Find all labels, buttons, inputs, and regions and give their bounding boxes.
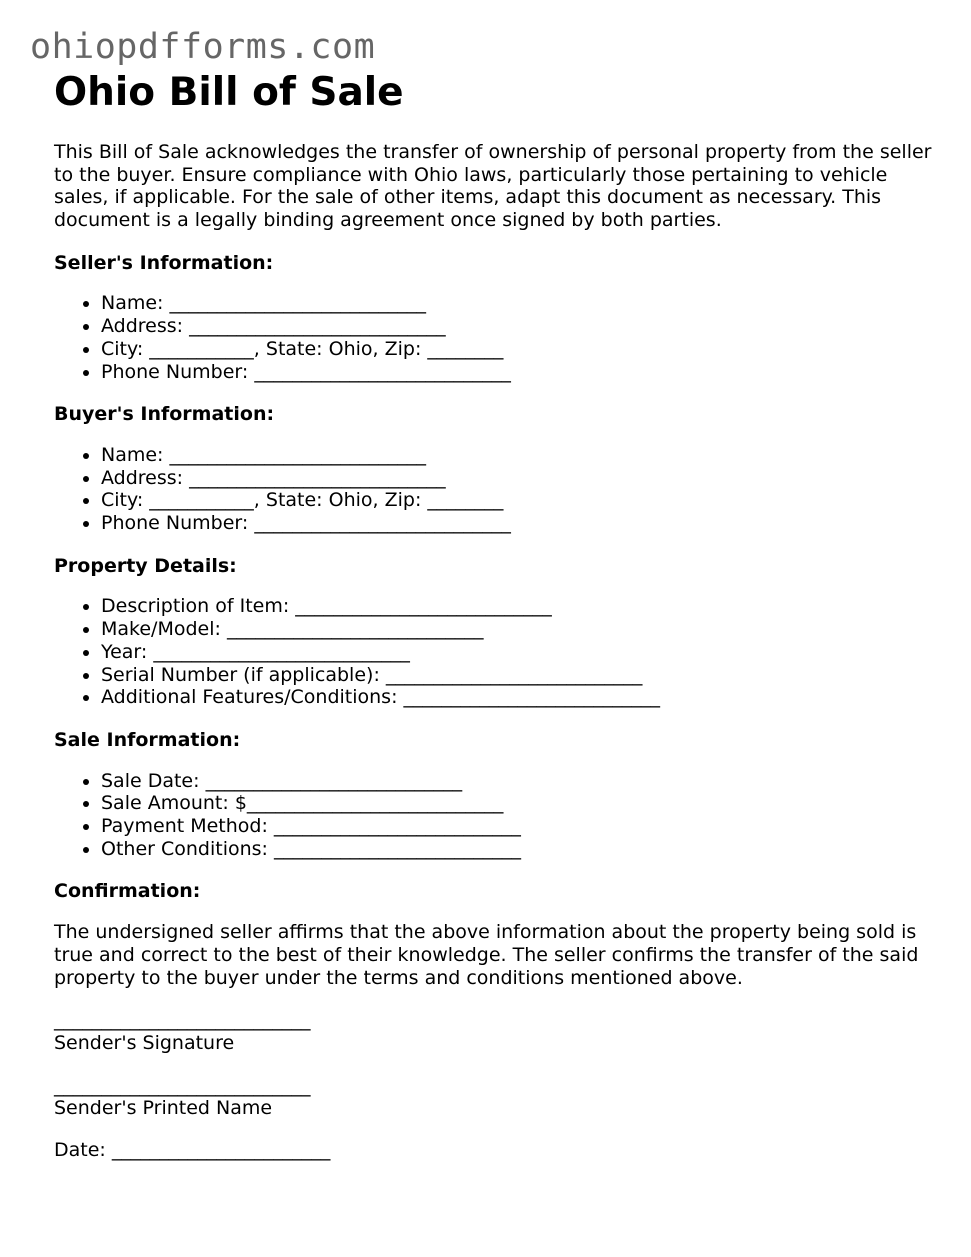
buyer-section-heading: Buyer's Information: bbox=[54, 403, 275, 426]
printed-name-line[interactable]: ___________________________ bbox=[54, 1074, 311, 1097]
buyer-address-field[interactable]: • Address: ___________________________ bbox=[101, 467, 934, 490]
property-year-field[interactable]: • Year: ___________________________ bbox=[101, 641, 934, 664]
signature-line[interactable]: ___________________________ bbox=[54, 1009, 311, 1032]
seller-phone-field[interactable]: • Phone Number: ___________________________ bbox=[101, 361, 934, 384]
confirmation-paragraph: The undersigned seller affirms that the above information about the property being sold is true and correct to the best of their knowledge. The seller confirms the transfer of the said property to the buyer under the terms and conditions mentioned above. bbox=[54, 921, 919, 989]
seller-address-field[interactable]: • Address: ___________________________ bbox=[101, 315, 934, 338]
buyer-city-state-zip-field[interactable]: • City: ___________, State: Ohio, Zip: ________ bbox=[101, 489, 934, 512]
property-section-heading: Property Details: bbox=[54, 554, 237, 577]
page-title: Ohio Bill of Sale bbox=[54, 70, 404, 115]
sale-fields-list bbox=[54, 770, 934, 861]
intro-paragraph: This Bill of Sale acknowledges the transfer of ownership of personal property from the seller to the buyer. Ensure compliance with Ohio laws, particularly those pertaining to vehicle sales, if applicable. For the sale of other items, adapt this document as necessary. This document is a legally binding agreement once signed by both parties. bbox=[54, 140, 932, 231]
property-serial-number-field[interactable]: • Serial Number (if applicable): ___________________________ bbox=[101, 664, 934, 687]
printed-name-label: Sender's Printed Name bbox=[54, 1097, 273, 1120]
buyer-name-field[interactable]: • Name: ___________________________ bbox=[101, 444, 934, 467]
signature-label: Sender's Signature bbox=[54, 1031, 235, 1054]
payment-method-field[interactable]: • Payment Method: __________________________ bbox=[101, 815, 934, 838]
watermark: ohiopdfforms.com bbox=[30, 27, 376, 67]
sale-amount-field[interactable]: • Sale Amount: $___________________________ bbox=[101, 792, 934, 815]
seller-section-heading: Seller's Information: bbox=[54, 251, 274, 274]
property-description-field[interactable]: • Description of Item: ___________________________ bbox=[101, 595, 934, 618]
property-additional-features-field[interactable]: • Additional Features/Conditions: ___________________________ bbox=[101, 686, 934, 709]
sale-section-heading: Sale Information: bbox=[54, 728, 241, 751]
printed-name-block bbox=[54, 1075, 934, 1120]
seller-fields-list bbox=[54, 292, 934, 383]
sale-date-field[interactable]: • Sale Date: ___________________________ bbox=[101, 770, 934, 793]
buyer-phone-field[interactable]: • Phone Number: ___________________________ bbox=[101, 512, 934, 535]
seller-name-field[interactable]: • Name: ___________________________ bbox=[101, 292, 934, 315]
confirmation-section-heading: Confirmation: bbox=[54, 880, 201, 903]
date-field[interactable]: Date: _______________________ bbox=[54, 1139, 331, 1162]
seller-city-state-zip-field[interactable]: • City: ___________, State: Ohio, Zip: ________ bbox=[101, 338, 934, 361]
buyer-fields-list bbox=[54, 444, 934, 535]
property-make-model-field[interactable]: • Make/Model: ___________________________ bbox=[101, 618, 934, 641]
property-fields-list bbox=[54, 595, 934, 709]
document bbox=[54, 72, 934, 1162]
other-conditions-field[interactable]: • Other Conditions: __________________________ bbox=[101, 838, 934, 861]
signature-block bbox=[54, 1009, 934, 1054]
